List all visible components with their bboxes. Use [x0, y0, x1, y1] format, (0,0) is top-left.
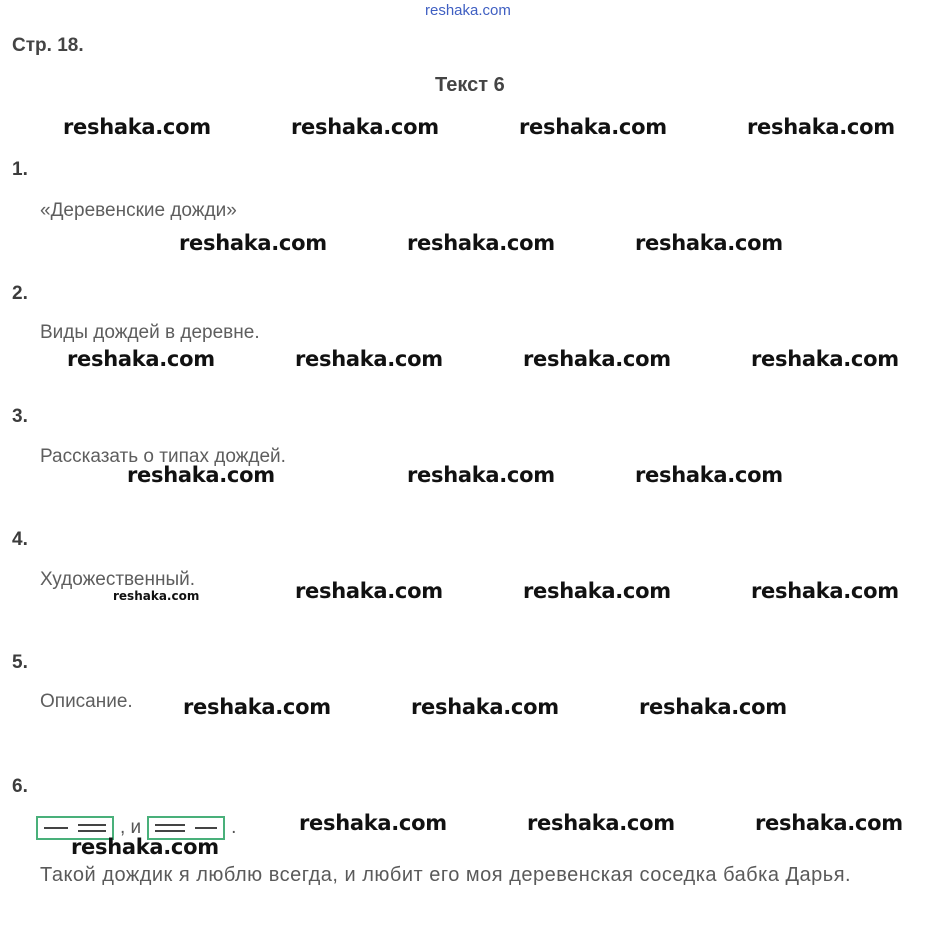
subject-predicate-icon	[42, 821, 108, 835]
watermark: reshaka.com	[411, 695, 559, 719]
watermark: reshaka.com	[299, 811, 447, 835]
watermark: reshaka.com	[635, 463, 783, 487]
answer-text: Рассказать о типах дождей.	[40, 446, 286, 467]
watermark: reshaka.com	[747, 115, 895, 139]
answer-text: Художественный.	[40, 569, 196, 590]
watermark: reshaka.com	[751, 579, 899, 603]
watermark: reshaka.com	[295, 347, 443, 371]
page-label: Стр. 18.	[12, 35, 84, 56]
watermark: reshaka.com	[179, 231, 327, 255]
scheme-end: .	[231, 817, 237, 838]
predicate-subject-icon	[153, 821, 219, 835]
answer-text: «Деревенские дожди»	[40, 200, 237, 221]
watermark: reshaka.com	[127, 463, 275, 487]
watermark: reshaka.com	[751, 347, 899, 371]
watermark: reshaka.com	[295, 579, 443, 603]
watermark: reshaka.com	[291, 115, 439, 139]
question-number: 2.	[12, 283, 28, 304]
watermark: reshaka.com	[407, 463, 555, 487]
watermark: reshaka.com	[113, 589, 200, 603]
scheme-separator: , и	[120, 817, 142, 838]
watermark: reshaka.com	[63, 115, 211, 139]
watermark: reshaka.com	[519, 115, 667, 139]
watermark: reshaka.com	[71, 835, 219, 859]
answer-text: Виды дождей в деревне.	[40, 322, 260, 343]
watermark: reshaka.com	[67, 347, 215, 371]
question-number: 6.	[12, 776, 28, 797]
question-number: 1.	[12, 159, 28, 180]
watermark: reshaka.com	[635, 231, 783, 255]
answer-text: Описание.	[40, 691, 133, 712]
text-title: Текст 6	[435, 74, 505, 96]
watermark: reshaka.com	[527, 811, 675, 835]
watermark: reshaka.com	[639, 695, 787, 719]
top-watermark: reshaka.com	[425, 2, 511, 19]
watermark: reshaka.com	[755, 811, 903, 835]
question-number: 4.	[12, 529, 28, 550]
watermark: reshaka.com	[407, 231, 555, 255]
watermark: reshaka.com	[523, 579, 671, 603]
watermark: reshaka.com	[183, 695, 331, 719]
watermark: reshaka.com	[523, 347, 671, 371]
question-number: 3.	[12, 406, 28, 427]
question-number: 5.	[12, 652, 28, 673]
answer-sentence: Такой дождик я люблю всегда, и любит его моя деревенская соседка бабка Дарья.	[40, 864, 852, 886]
